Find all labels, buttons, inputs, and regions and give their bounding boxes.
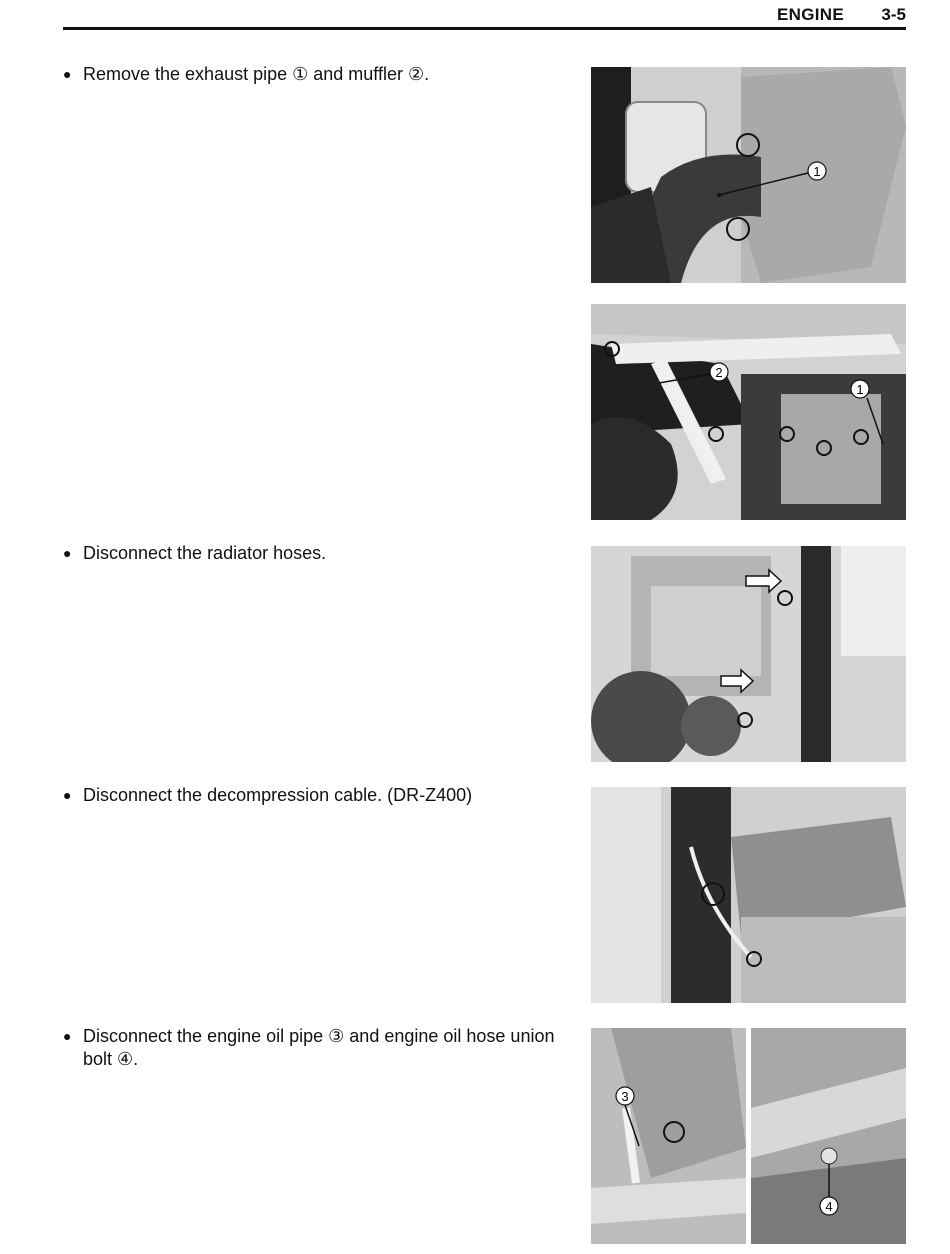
- union-bolt-illustration: [751, 1028, 906, 1244]
- page-header: [63, 0, 906, 30]
- muffler-illustration: [591, 304, 906, 520]
- photo-radiator-hoses: [591, 546, 906, 762]
- decompression-cable-illustration: [591, 787, 906, 1003]
- photo-decompression-cable: [591, 787, 906, 1003]
- callout-2: 2: [715, 365, 723, 380]
- bullet: ●: [63, 66, 72, 82]
- callout-1: 1: [856, 382, 864, 397]
- step-text: Disconnect the radiator hoses.: [83, 543, 327, 563]
- section-title: ENGINE: [777, 5, 844, 24]
- step-oil-pipe: [63, 1025, 573, 1071]
- photo-exhaust-pipe: [591, 67, 906, 283]
- bullet: ●: [63, 1028, 72, 1044]
- bullet: ●: [63, 787, 72, 803]
- oil-pipe-illustration: [591, 1028, 746, 1244]
- photo-oil-pipe: [591, 1028, 746, 1244]
- photo-union-bolt: [751, 1028, 906, 1244]
- step-text: Disconnect the engine oil pipe ③ and engine oil hose union bolt ④.: [83, 1026, 555, 1069]
- step-radiator-hoses: [63, 542, 573, 565]
- step-remove-exhaust: [63, 63, 573, 86]
- step-decompression-cable: [63, 784, 573, 807]
- radiator-hoses-illustration: [591, 546, 906, 762]
- page-number: 3-5: [881, 5, 906, 24]
- callout-3: 3: [621, 1089, 629, 1104]
- callout-1: 1: [813, 164, 821, 179]
- exhaust-pipe-illustration: [591, 67, 906, 283]
- bullet: ●: [63, 545, 72, 561]
- photo-muffler: [591, 304, 906, 520]
- step-text: Disconnect the decompression cable. (DR-Z400): [83, 785, 473, 805]
- header-rule: [63, 27, 906, 30]
- step-text: Remove the exhaust pipe ① and muffler ②.: [83, 64, 430, 84]
- callout-4: 4: [825, 1199, 833, 1214]
